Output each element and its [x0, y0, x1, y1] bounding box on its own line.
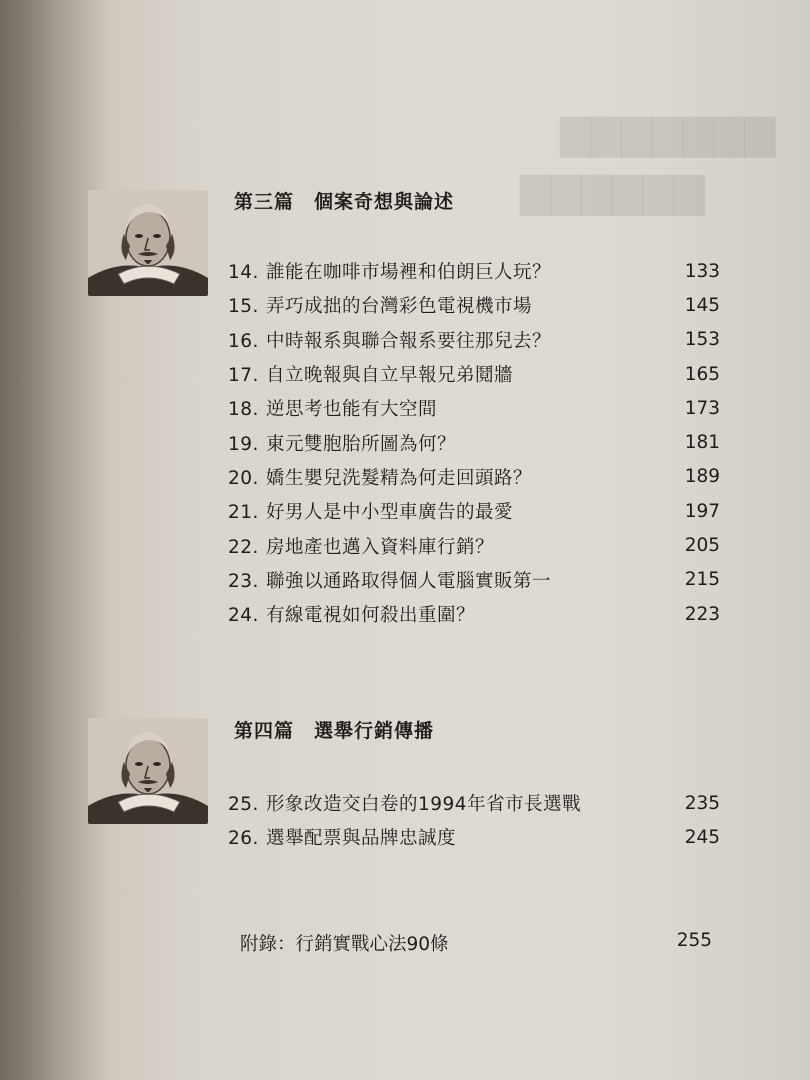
entry-number: 23. [228, 570, 259, 592]
bleed-through-heading: ▇▇▇▇▇▇▇ [560, 112, 776, 158]
entry-page: 189 [684, 466, 720, 488]
entry-title: 形象改造交白卷的1994年省市長選戰 [266, 794, 582, 816]
section-3-toc [228, 254, 720, 631]
shakespeare-portrait-icon [88, 718, 208, 824]
section-3-title: 第三篇 個案奇想與論述 [234, 191, 455, 213]
toc-entry[interactable] [228, 563, 720, 597]
entry-page: 205 [684, 535, 720, 557]
entry-number: 19. [228, 433, 259, 455]
entry-page: 145 [684, 294, 720, 316]
entry-number: 15. [228, 296, 259, 318]
entry-number: 17. [228, 365, 259, 387]
toc-entry[interactable] [228, 820, 720, 854]
entry-title: 中時報系與聯合報系要往那兒去？ [266, 330, 552, 352]
entry-title: 誰能在咖啡市場裡和伯朗巨人玩？ [266, 262, 552, 284]
shakespeare-portrait-icon [88, 190, 208, 296]
appendix-page: 255 [676, 930, 712, 951]
toc-entry[interactable] [228, 597, 720, 631]
entry-title: 好男人是中小型車廣告的最愛 [266, 502, 514, 524]
toc-entry[interactable] [228, 391, 720, 425]
entry-number: 25. [228, 794, 259, 816]
entry-title: 有線電視如何殺出重圍？ [266, 605, 476, 627]
entry-title: 逆思考也能有大空間 [266, 399, 438, 421]
section-4-toc [228, 786, 720, 855]
entry-number: 20. [228, 467, 259, 489]
entry-number: 18. [228, 399, 259, 421]
entry-page: 245 [684, 826, 720, 848]
entry-title: 東元雙胞胎所圖為何？ [266, 433, 457, 455]
toc-entry[interactable] [228, 288, 720, 322]
toc-entry[interactable] [228, 786, 720, 820]
entry-page: 197 [684, 500, 720, 522]
entry-number: 21. [228, 502, 259, 524]
entry-title: 選舉配票與品牌忠誠度 [266, 828, 457, 850]
entry-page: 133 [684, 260, 720, 282]
appendix-title: 附錄：行銷實戰心法90條 [240, 934, 449, 955]
toc-entry[interactable] [228, 494, 720, 528]
entry-title: 房地產也邁入資料庫行銷？ [266, 536, 495, 558]
entry-title: 聯強以通路取得個人電腦實販第一 [266, 570, 552, 592]
entry-page: 215 [684, 569, 720, 591]
toc-entry[interactable] [228, 528, 720, 562]
appendix-entry[interactable] [240, 930, 712, 956]
entry-page: 165 [684, 363, 720, 385]
toc-entry[interactable] [228, 425, 720, 459]
bleed-through-heading: ▇▇▇▇▇▇ [520, 170, 705, 216]
toc-entry[interactable] [228, 323, 720, 357]
entry-number: 14. [228, 262, 259, 284]
toc-entry[interactable] [228, 357, 720, 391]
entry-title: 自立晚報與自立早報兄弟鬩牆 [266, 365, 514, 387]
entry-number: 24. [228, 605, 259, 627]
entry-title: 弄巧成拙的台灣彩色電視機市場 [266, 296, 533, 318]
entry-title: 嬌生嬰兒洗髮精為何走回頭路？ [266, 467, 533, 489]
section-4-title: 第四篇 選舉行銷傳播 [234, 720, 435, 742]
toc-entry[interactable] [228, 254, 720, 288]
entry-page: 173 [684, 397, 720, 419]
entry-page: 223 [684, 603, 720, 625]
entry-page: 235 [684, 792, 720, 814]
spine-shadow [0, 0, 110, 1080]
entry-page: 181 [684, 432, 720, 454]
toc-entry[interactable] [228, 460, 720, 494]
entry-number: 16. [228, 330, 259, 352]
entry-number: 22. [228, 536, 259, 558]
entry-number: 26. [228, 828, 259, 850]
entry-page: 153 [684, 329, 720, 351]
